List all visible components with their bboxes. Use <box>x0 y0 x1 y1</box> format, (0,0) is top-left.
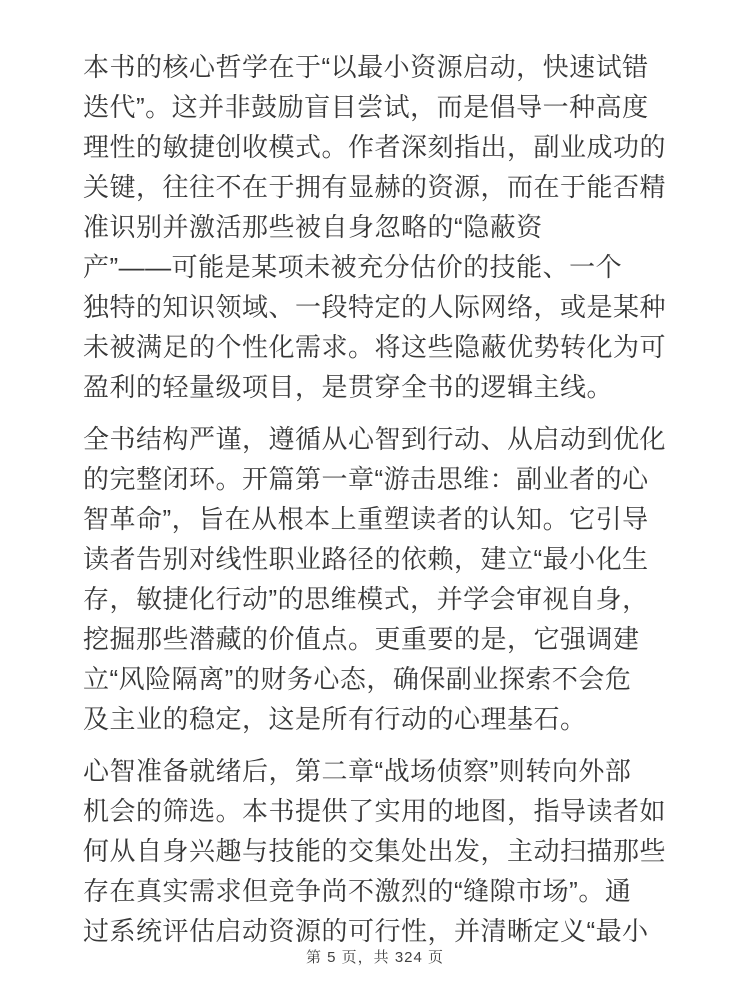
text-line: 过系统评估启动资源的可行性，并清晰定义“最小 <box>83 916 649 946</box>
page-content <box>83 47 683 963</box>
text-line: 盈利的轻量级项目，是贯穿全书的逻辑主线。 <box>83 372 614 402</box>
text-line: 挖掘那些潜藏的价值点。更重要的是，它强调建 <box>83 624 640 654</box>
page-footer <box>0 948 750 968</box>
text-line: 机会的筛选。本书提供了实用的地图，指导读者如 <box>83 796 667 826</box>
text-line: 独特的知识领域、一段特定的人际网络，或是某种 <box>83 292 667 322</box>
text-line: 及主业的稳定，这是所有行动的心理基石。 <box>83 704 587 734</box>
text-line: 心智准备就绪后，第二章“战场侦察”则转向外部 <box>83 756 632 786</box>
text-line: 未被满足的个性化需求。将这些隐蔽优势转化为可 <box>83 332 667 362</box>
text-line: 存，敏捷化行动”的思维模式，并学会审视自身， <box>83 584 649 614</box>
text-line: 何从自身兴趣与技能的交集处出发，主动扫描那些 <box>83 836 667 866</box>
text-line: 准识别并激活那些被自身忽略的“隐蔽资 <box>83 212 543 242</box>
text-line: 立“风险隔离”的财务心态，确保副业探索不会危 <box>83 664 632 694</box>
text-line: 全书结构严谨，遵循从心智到行动、从启动到优化 <box>83 424 667 454</box>
paragraph <box>83 751 683 951</box>
paragraph <box>83 419 683 739</box>
text-line: 的完整闭环。开篇第一章“游击思维：副业者的心 <box>83 464 649 494</box>
paragraph <box>83 47 683 407</box>
text-line: 读者告别对线性职业路径的依赖，建立“最小化生 <box>83 544 649 574</box>
text-line: 关键，往往不在于拥有显赫的资源，而在于能否精 <box>83 172 667 202</box>
text-line: 存在真实需求但竞争尚不激烈的“缝隙市场”。通 <box>83 876 632 906</box>
text-line: 产”——可能是某项未被充分估价的技能、一个 <box>83 252 623 282</box>
text-line: 迭代”。这并非鼓励盲目尝试，而是倡导一种高度 <box>83 92 649 122</box>
text-line: 智革命”，旨在从根本上重塑读者的认知。它引导 <box>83 504 649 534</box>
text-line: 理性的敏捷创收模式。作者深刻指出，副业成功的 <box>83 132 667 162</box>
page-number-indicator: 第 5 页，共 324 页 <box>305 949 445 966</box>
text-line: 本书的核心哲学在于“以最小资源启动，快速试错 <box>83 52 649 82</box>
